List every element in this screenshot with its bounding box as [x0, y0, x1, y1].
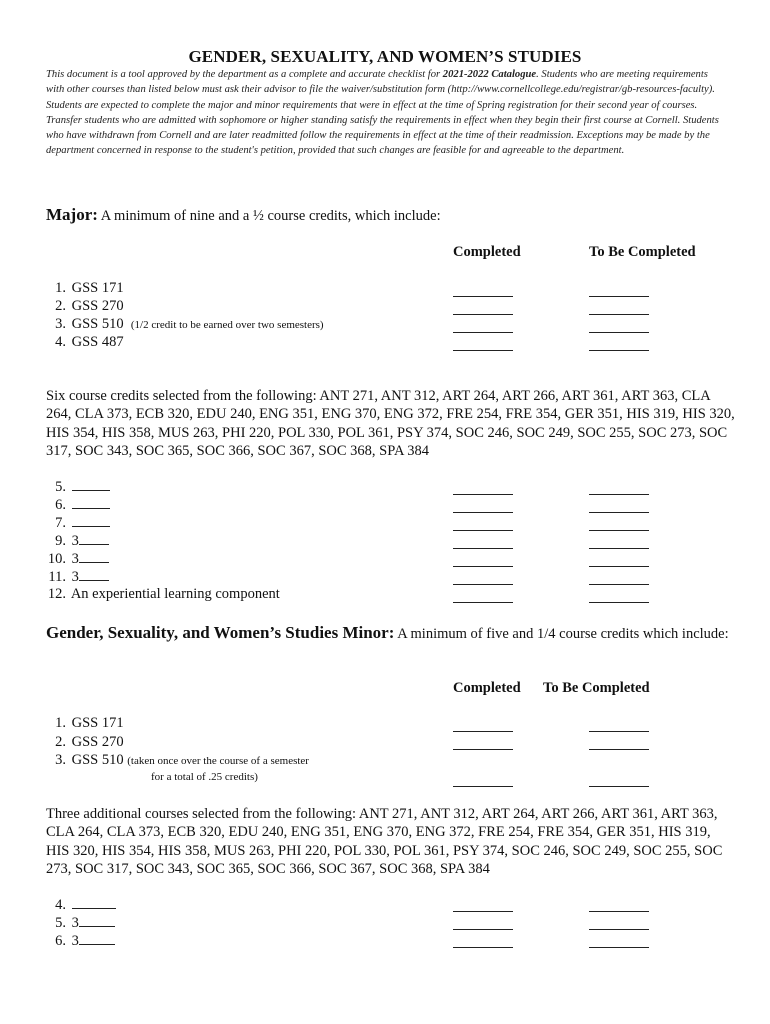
course-code: GSS 270: [71, 734, 124, 750]
major-elective-item: [44, 550, 109, 568]
course-note-continued: for a total of .25 credits): [151, 771, 258, 783]
completed-blank[interactable]: [453, 314, 513, 315]
minor-col-completed: Completed: [453, 680, 521, 696]
minor-col-to-be-completed: To Be Completed: [543, 680, 650, 696]
course-prefix: 3: [71, 933, 79, 949]
major-elective-list: Six course credits selected from the following: ANT 271, ANT 312, ART 264, ART 266, ART 361, ART 363, CLA 264, CLA 373, ECB 320, EDU 240, ENG 351, ENG 370, ENG 372, FRE 254, FRE 354, GER 351, HIS 319, HIS 320, HIS 354, HIS 358, MUS 263, PHI 220, POL 330, POL 361, PSY 374, SOC 246, SOC 249, SOC 255, SOC 273, SOC 317, SOC 343, SOC 365, SOC 366, SOC 367, SOC 368, SPA 384: [46, 388, 735, 459]
experiential-text: An experiential learning component: [70, 586, 280, 602]
course-entry-line[interactable]: [79, 568, 109, 581]
course-prefix: 3: [71, 569, 79, 585]
minor-required-item: [44, 734, 124, 751]
item-number: 2.: [55, 734, 66, 750]
major-elective-item: [44, 496, 110, 514]
completed-blank[interactable]: [453, 929, 513, 930]
major-elective-item: [44, 514, 110, 532]
major-required-item: [44, 298, 124, 315]
to-be-completed-blank[interactable]: [589, 548, 649, 549]
major-elective-item: [44, 568, 109, 586]
course-entry-line[interactable]: [79, 932, 115, 945]
item-number: 6.: [55, 933, 66, 949]
course-entry-line[interactable]: [72, 896, 116, 909]
item-number: 9.: [55, 533, 66, 549]
item-number: 1.: [55, 280, 66, 296]
course-note: (1/2 credit to be earned over two semesters): [130, 319, 324, 331]
completed-blank[interactable]: [453, 350, 513, 351]
catalogue-year: 2021-2022 Catalogue: [442, 69, 537, 80]
to-be-completed-blank[interactable]: [589, 494, 649, 495]
major-required-item: [44, 334, 124, 351]
item-number: 1.: [55, 715, 66, 731]
completed-blank[interactable]: [453, 911, 513, 912]
to-be-completed-blank[interactable]: [589, 584, 649, 585]
minor-elective-item: [44, 914, 115, 932]
minor-elective-item: [44, 932, 115, 950]
minor-heading: [46, 624, 736, 644]
minor-elective-list: Three additional courses selected from the following: ANT 271, ANT 312, ART 264, ART 266, ART 361, ART 363, CLA 264, CLA 373, ECB 320, EDU 240, ENG 351, ENG 370, ENG 372, FRE 254, FRE 354, GER 351, HIS 319, HIS 320, HIS 354, HIS 358, MUS 263, PHI 220, POL 330, POL 361, PSY 374, SOC 246, SOC 249, SOC 255, SOC 273, SOC 317, SOC 343, SOC 365, SOC 366, SOC 367, SOC 368, SPA 384: [46, 806, 723, 877]
item-number: 10.: [47, 551, 66, 567]
to-be-completed-blank[interactable]: [589, 749, 649, 750]
completed-blank[interactable]: [453, 584, 513, 585]
item-number: 7.: [55, 515, 66, 531]
completed-blank[interactable]: [453, 548, 513, 549]
completed-blank[interactable]: [453, 530, 513, 531]
to-be-completed-blank[interactable]: [589, 731, 649, 732]
major-label: Major:: [46, 205, 98, 224]
to-be-completed-blank[interactable]: [589, 911, 649, 912]
minor-description: A minimum of five and 1/4 course credits which include:: [394, 626, 729, 642]
experiential-item: [44, 586, 280, 603]
course-code: GSS 171: [71, 715, 124, 731]
to-be-completed-blank[interactable]: [589, 332, 649, 333]
course-code: GSS 510: [71, 316, 124, 332]
course-code: GSS 171: [71, 280, 124, 296]
item-number: 3.: [55, 752, 66, 768]
major-heading: [46, 205, 441, 225]
course-prefix: 3: [71, 533, 79, 549]
major-required-item: [44, 316, 324, 333]
course-entry-line[interactable]: [79, 532, 109, 545]
to-be-completed-blank[interactable]: [589, 530, 649, 531]
to-be-completed-blank[interactable]: [589, 929, 649, 930]
completed-blank[interactable]: [453, 731, 513, 732]
item-number: 12.: [47, 586, 66, 602]
major-description: A minimum of nine and a ½ course credits, which include:: [97, 208, 441, 224]
completed-blank[interactable]: [453, 332, 513, 333]
to-be-completed-blank[interactable]: [589, 947, 649, 948]
course-code: GSS 270: [71, 298, 124, 314]
item-number: 5.: [55, 479, 66, 495]
item-number: 6.: [55, 497, 66, 513]
item-number: 4.: [55, 334, 66, 350]
minor-label: Gender, Sexuality, and Women’s Studies Minor:: [46, 623, 395, 642]
completed-blank[interactable]: [453, 512, 513, 513]
course-entry-line[interactable]: [72, 514, 110, 527]
to-be-completed-blank[interactable]: [589, 786, 649, 787]
course-code: GSS 487: [71, 334, 124, 350]
course-entry-line[interactable]: [72, 478, 110, 491]
completed-blank[interactable]: [453, 947, 513, 948]
completed-blank[interactable]: [453, 749, 513, 750]
completed-blank[interactable]: [453, 602, 513, 603]
minor-elective-item: [44, 896, 116, 914]
course-entry-line[interactable]: [79, 550, 109, 563]
major-col-to-be-completed: To Be Completed: [589, 244, 696, 260]
to-be-completed-blank[interactable]: [589, 296, 649, 297]
completed-blank[interactable]: [453, 786, 513, 787]
item-number: 2.: [55, 298, 66, 314]
item-number: 11.: [48, 569, 66, 585]
course-note: (taken once over the course of a semester: [127, 755, 309, 767]
major-required-item: [44, 280, 124, 297]
intro-text-rest: . Students who are meeting requirements with other courses than listed below must ask their advisor to file the waiver/substitution form (http://www.cornellcollege.edu/registrar/gb-resources-faculty). Students are expected to complete the major and minor requirements that were in effect at the time of Spring registration for their second year of courses. Transfer students who are admitted with sophomore or higher standing satisfy the requirements in effect when they begin their first course at Cornell. Students who have withdrawn from Cornell and are later readmitted follow the requirements in effect at the time of their readmission. Exceptions may be made by the department concerned in response to the student's petition, provided that such changes are feasible for and agreeable to the department.: [46, 69, 719, 157]
item-number: 4.: [55, 897, 66, 913]
course-prefix: 3: [71, 915, 79, 931]
course-entry-line[interactable]: [79, 914, 115, 927]
intro-paragraph: [46, 67, 726, 159]
intro-text-start: This document is a tool approved by the department as a complete and accurate checklist for: [46, 69, 443, 80]
major-col-completed: Completed: [453, 244, 521, 260]
to-be-completed-blank[interactable]: [589, 602, 649, 603]
course-prefix: 3: [71, 551, 79, 567]
minor-required-item: [44, 715, 124, 732]
course-code: GSS 510: [71, 752, 124, 768]
minor-required-item: [44, 752, 309, 769]
to-be-completed-blank[interactable]: [589, 314, 649, 315]
completed-blank[interactable]: [453, 566, 513, 567]
to-be-completed-blank[interactable]: [589, 566, 649, 567]
item-number: 5.: [55, 915, 66, 931]
completed-blank[interactable]: [453, 494, 513, 495]
item-number: 3.: [55, 316, 66, 332]
to-be-completed-blank[interactable]: [589, 512, 649, 513]
major-elective-item: [44, 478, 110, 496]
to-be-completed-blank[interactable]: [589, 350, 649, 351]
completed-blank[interactable]: [453, 296, 513, 297]
major-elective-item: [44, 532, 109, 550]
course-entry-line[interactable]: [72, 496, 110, 509]
page-title: GENDER, SEXUALITY, AND WOMEN’S STUDIES: [188, 47, 582, 66]
